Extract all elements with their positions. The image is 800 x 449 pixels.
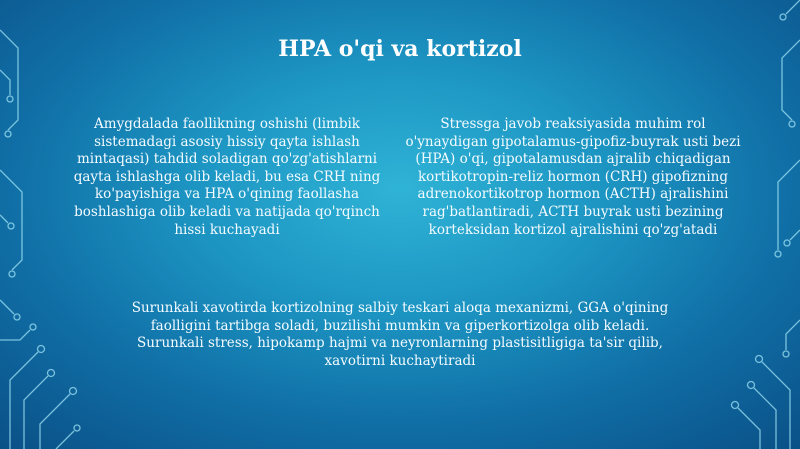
amygdala-paragraph: Amygdalada faollikning oshishi (limbik sistemadagi asosiy hissiy qayta ishlash mintaqasi) tahdid soladigan qo'zg'atishlarni qayta ishlashga olib keladi, bu esa CRH ning ko'payishiga va HPA o'qining faollasha boshlashiga olib keladi va natijada qo'rqinch hissi kuchayadi bbox=[73, 116, 381, 238]
chronic-anxiety-paragraph: Surunkali xavotirda kortizolning salbiy teskari aloqa mexanizmi, GGA o'qining faolligini tartibga soladi, buzilishi mumkin va giperkortizolga olib keladi. Surunkali stress, hipokamp hajmi va neyronlarning plastisitligiga ta'sir qilib, xavotirni kuchaytiradi bbox=[131, 300, 669, 369]
slide-title: HPA o'qi va kortizol bbox=[278, 36, 522, 62]
hpa-axis-paragraph: Stressga javob reaksiyasida muhim rol o'ynaydigan gipotalamus-gipofiz-buyrak usti bezi (HPA) o'qi, gipotalamusdan ajralib chiqadigan kortikotropin-reliz hormon (CRH) gipofizning adrenokortikotrop hormon (ACTH) ajralishini rag'batlantiradi, ACTH buyrak usti bezining korteksidan kortizol ajralishini qo'zg'atadi bbox=[405, 116, 741, 238]
